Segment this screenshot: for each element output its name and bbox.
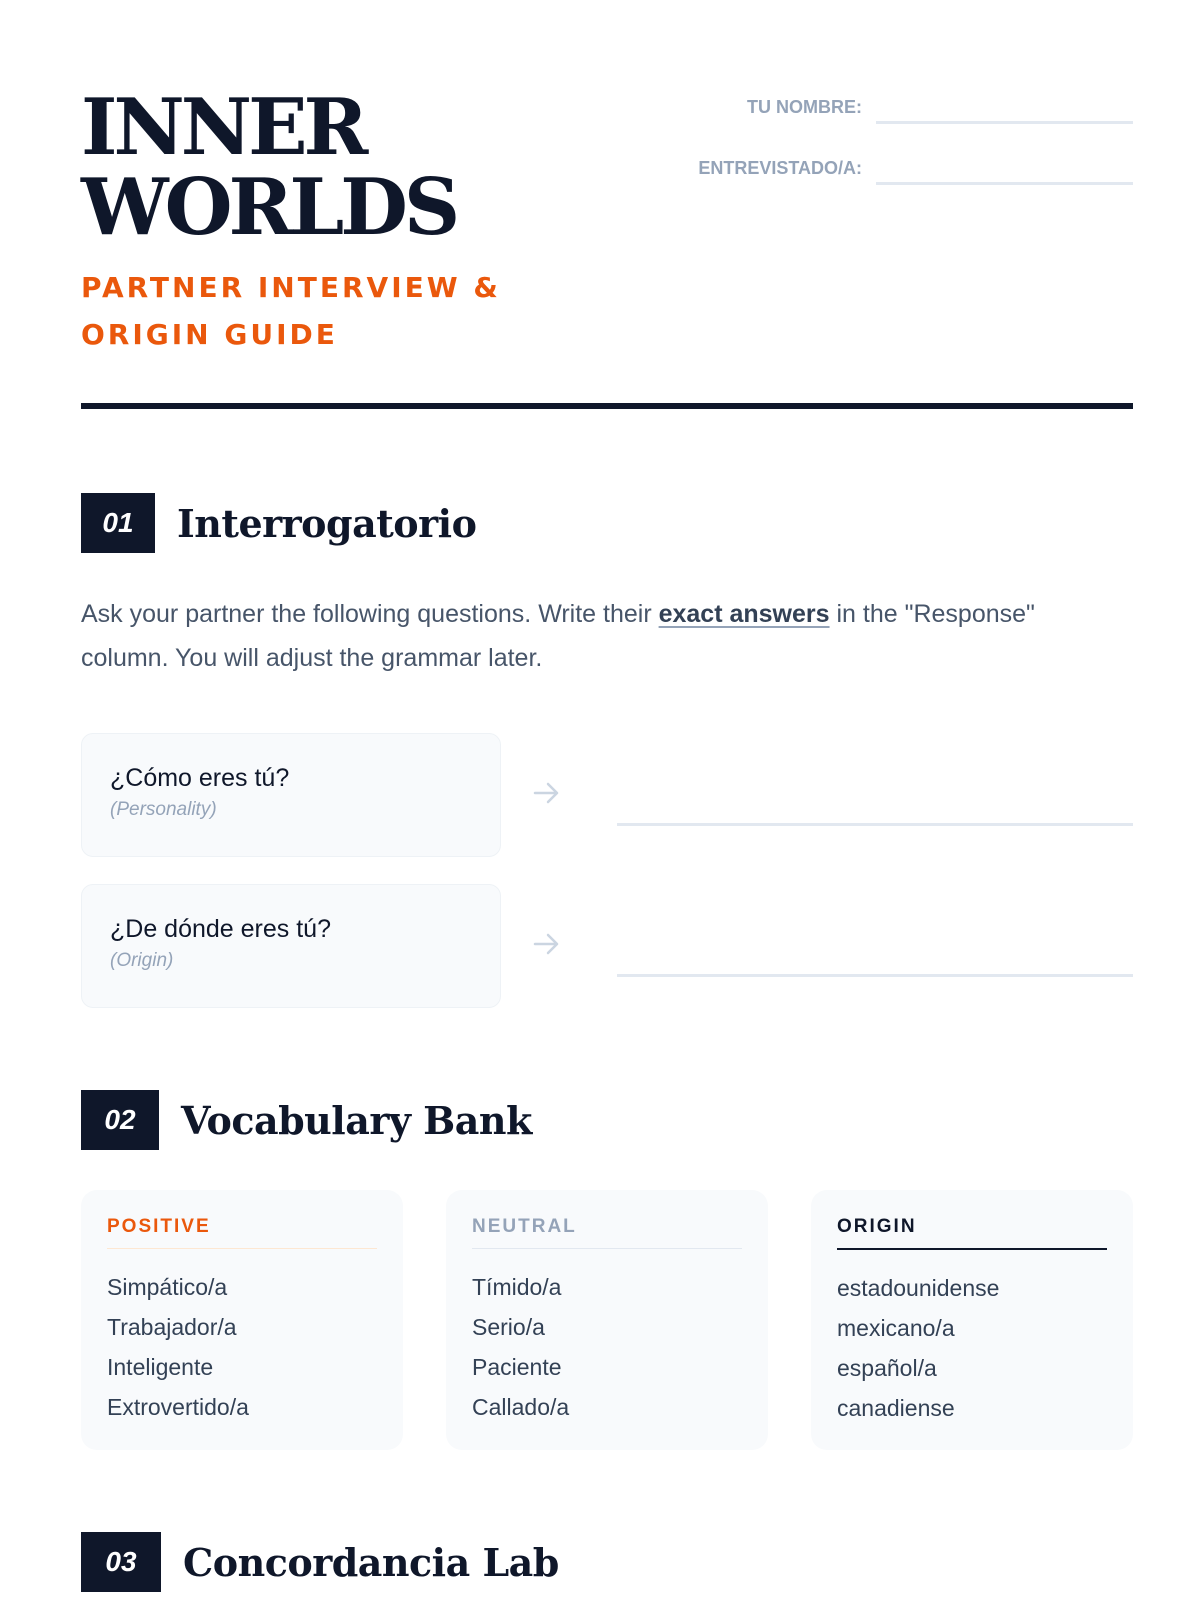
arrow-right-icon (531, 928, 563, 960)
response-line[interactable] (617, 823, 1133, 826)
vocab-word: mexicano/a (837, 1315, 955, 1341)
vocab-word: Tímido/a (472, 1274, 562, 1300)
title-line-1: INNER (81, 82, 365, 173)
vocab-word: canadiense (837, 1395, 955, 1421)
question-hint: (Personality) (110, 799, 217, 820)
question-text: ¿Cómo eres tú? (110, 764, 290, 792)
question-card (81, 884, 501, 1008)
section-title: Vocabulary Bank (181, 1097, 532, 1143)
vocab-card-positive (81, 1190, 403, 1450)
vocab-word: Simpático/a (107, 1274, 228, 1300)
section-number-badge: 01 (81, 493, 155, 553)
vocab-card-heading: NEUTRAL (472, 1216, 742, 1249)
header-divider (81, 403, 1133, 409)
vocab-word-list (107, 1267, 377, 1427)
vocab-card-origin (811, 1190, 1133, 1450)
question-row (81, 884, 1133, 1008)
section-03-heading (81, 1532, 559, 1592)
vocab-word: Callado/a (472, 1394, 570, 1420)
interviewee-field-row (601, 149, 1133, 185)
vocab-card-neutral (446, 1190, 768, 1450)
worksheet-header (81, 82, 1133, 408)
question-card (81, 733, 501, 857)
vocab-card-heading: ORIGIN (837, 1216, 1107, 1250)
vocab-card-heading: POSITIVE (107, 1216, 377, 1249)
vocab-word-list (472, 1267, 742, 1427)
vocab-word: español/a (837, 1355, 937, 1381)
title-line-2: WORLDS (81, 162, 457, 253)
vocab-word: Inteligente (107, 1354, 214, 1380)
question-row (81, 733, 1133, 857)
vocabulary-bank (81, 1190, 1133, 1450)
instructions-text-end: in the "Response" column. You will adjust the grammar later. (81, 600, 1035, 672)
instructions-text-start: Ask your partner the following questions. Write their (81, 600, 659, 628)
question-hint: (Origin) (110, 950, 174, 971)
name-field-row (601, 88, 1133, 124)
interviewee-field-input[interactable] (876, 149, 1133, 185)
vocab-word: Serio/a (472, 1314, 545, 1340)
vocab-word: Paciente (472, 1354, 562, 1380)
vocab-word-list (837, 1268, 1107, 1428)
question-text: ¿De dónde eres tú? (110, 915, 331, 943)
worksheet-subtitle: PARTNER INTERVIEW & ORIGIN GUIDE (81, 271, 501, 351)
section-title: Interrogatorio (177, 500, 477, 546)
vocab-word: estadounidense (837, 1275, 1000, 1301)
section-title: Concordancia Lab (183, 1539, 559, 1585)
section-02-heading (81, 1090, 532, 1150)
instructions-emphasis: exact answers (658, 600, 830, 628)
interview-instructions (81, 592, 1081, 680)
interviewee-field-label: ENTREVISTADO/A: (698, 158, 862, 178)
student-info-fields (601, 88, 1133, 210)
name-field-input[interactable] (876, 88, 1133, 124)
section-number-badge: 02 (81, 1090, 159, 1150)
vocab-word: Extrovertido/a (107, 1394, 249, 1420)
arrow-right-icon (531, 777, 563, 809)
section-number-badge: 03 (81, 1532, 161, 1592)
vocab-word: Trabajador/a (107, 1314, 237, 1340)
section-01-heading (81, 493, 476, 553)
response-line[interactable] (617, 974, 1133, 977)
name-field-label: TU NOMBRE: (747, 97, 862, 117)
